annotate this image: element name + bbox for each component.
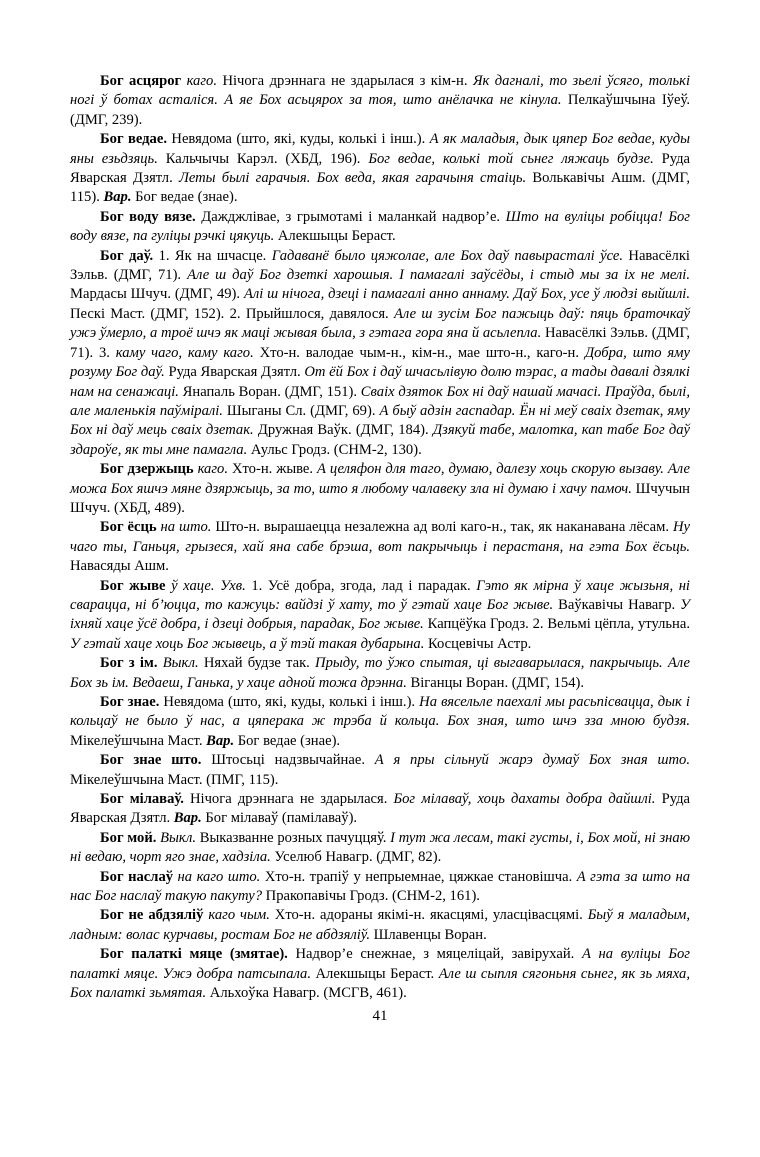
definition-text: Шчучын Шчуч. (ХБД, 489). bbox=[70, 480, 690, 516]
entry-bog-moi bbox=[70, 829, 690, 868]
example-text: Быў я маладым, ладным: волас курчавы, ростам Бог не абдзяліў. bbox=[70, 907, 690, 943]
definition-text: Віганцы Воран. (ДМГ, 154). bbox=[406, 674, 585, 691]
definition-text: Хто-н. трапіў у непрыемнае, цяжкае становішча. bbox=[260, 868, 577, 885]
entry-bog-naslau bbox=[70, 868, 690, 907]
entry-bog-znae bbox=[70, 693, 690, 751]
definition-text: Пракопавічы Гродз. (СНМ-2, 161). bbox=[262, 888, 480, 905]
example-text: А гэта за што на нас Бог наслаў такую пакуту? bbox=[70, 868, 690, 905]
headword: Бог воду вязе. bbox=[100, 208, 196, 225]
headword: Бог мой. bbox=[100, 829, 157, 846]
entry-bog-vodu-viaze bbox=[70, 208, 690, 247]
example-text: Бог мілаваў, хоць дахаты добра дайшлі. bbox=[393, 791, 656, 808]
definition-text: Руда Яварская Дзятл. bbox=[164, 364, 305, 381]
example-text: Сваіх дзяток Бох ні даў нашай мачасі. Праўда, былі, але маленькія паўміралі. bbox=[70, 383, 690, 419]
example-text: Прыду, то ўжо спытая, ці выгаварылася, пакрычыць. Але Бох зь ім. Ведаеш, Ганька, у хаце адной тожа дрэнна. bbox=[70, 655, 690, 691]
example-text: У гэтай хаце хоць Бог жывець, а ў тэй такая дубарына. bbox=[70, 635, 425, 652]
example-text: Леты былі гарачыя. Бох веда, якая гарачыня стаіць. bbox=[178, 170, 527, 187]
headword: Бог дзержыць bbox=[100, 461, 194, 478]
headword: Бог знае. bbox=[100, 694, 160, 710]
example-text: Гэто як мірна ў хаце жызьня, ні сварацца, ні б’юцца, то кажуць: вайдзі ў хату, то ў гэтай хаце Бог жыве. bbox=[70, 577, 690, 613]
definition-text: Альхоўка Навагр. (МСГВ, 461). bbox=[206, 985, 407, 1002]
variant-marker: Вар. bbox=[206, 732, 235, 749]
headword: Бог даў. bbox=[100, 247, 154, 264]
definition-text: Невядома (што, які, куды, колькі і інш.). bbox=[166, 131, 430, 148]
example-text: Ну чаго ты, Ганьця, грызеся, хай яна сабе брэша, вот пакрычыць і перастаня, на гэта Бох ёсьць. bbox=[70, 519, 690, 555]
definition-text: Мікелеўшчына Маст. (ПМГ, 115). bbox=[70, 771, 279, 788]
example-text: Але ш сыпля сягоньня сьнег, як зь мяха, Бох палаткі зьмятая. bbox=[70, 965, 690, 1002]
variant-marker: Вар. bbox=[103, 189, 132, 206]
definition-text: Ваўкавічы Навагр. bbox=[553, 596, 681, 613]
definition-text: Навасёлкі Зэльв. (ДМГ, 71). bbox=[70, 247, 690, 284]
entry-bog-milavau bbox=[70, 790, 690, 829]
definition-text: 1. Усё добра, згода, лад і парадак. bbox=[245, 577, 477, 594]
example-text: каго. bbox=[186, 73, 217, 89]
definition-text: Руда Яварская Дзятл. bbox=[70, 791, 690, 827]
definition-text: Аульс Гродз. (СНМ-2, 130). bbox=[247, 441, 422, 458]
headword: Бог палаткі мяце (змятае). bbox=[100, 946, 288, 963]
headword: Бог ведае. bbox=[100, 131, 167, 148]
definition-text: 1. Як на шчасце. bbox=[153, 247, 272, 264]
definition-text: Што-н. вырашаецца незалежна ад волі каго-н., так, як наканавана лёсам. bbox=[211, 519, 673, 536]
example-text: Але ш зусім Бог пажыць даў: пяць браточкаў ужэ ўмерло, а троё шчэ як маці жывая была, з гэтага гора яна й асьлепла. bbox=[70, 305, 690, 342]
example-text: Выкл. bbox=[162, 655, 199, 672]
variant-marker: Вар. bbox=[173, 810, 202, 827]
entry-bog-dzierzhyc bbox=[70, 460, 690, 518]
definition-text: Бог ведае (знае). bbox=[234, 732, 341, 749]
headword: Бог ёсць bbox=[100, 519, 157, 536]
definition-text: Нічога дрэннага не здарылася. bbox=[183, 791, 394, 808]
definition-text: Хто-н. адораны якімі-н. якасцямі, уласцівасцямі. bbox=[269, 907, 588, 924]
definition-text: Дажджлівае, з грымотамі і маланкай надвор’е. bbox=[195, 208, 506, 225]
definition-text: Шыганы Сл. (ДМГ, 69). bbox=[222, 402, 380, 419]
definition-text: Бог ведае (знае). bbox=[131, 189, 238, 206]
entry-bog-palatki-miace bbox=[70, 945, 690, 1003]
example-text: Выкл. bbox=[160, 829, 197, 846]
example-text: Як дагналі, то зьелі ўсяго, толькі ногі ў ботах асталіся. А яе Бох асьцярох за тоя, што анёлачка не кінула. bbox=[70, 73, 690, 109]
example-text: І тут жа лесам, такі густы, і, Бох мой, ні знаю ні ведаю, чорт яго знае, хадзіла. bbox=[70, 829, 690, 866]
entry-bog-asciarog bbox=[70, 72, 690, 130]
example-text: На вясельле паехалі мы расьпісвацца, дык і кольцаў не было ў нас, а цяперака ж трэба й кольца. Бох зная, што шчэ зза мною будзя. bbox=[70, 694, 690, 730]
example-text: А целяфон для таго, думаю, далезу хоць скорую вызаву. Але можа Бох яшчэ мяне дзяржыць, за то, што я любому чалавеку зла ні думаю і хачу памоч. bbox=[70, 461, 690, 497]
example-text: У іхняй хаце ўсё добра, і дзеці добрыя, парадак, Бог жыве. bbox=[70, 596, 690, 633]
definition-text: Выказванне розных пачуццяў. bbox=[196, 829, 391, 846]
headword: Бог мілаваў. bbox=[100, 791, 184, 808]
definition-text: Няхай будзе так. bbox=[198, 655, 316, 672]
headword: Бог не абдзяліў bbox=[100, 907, 204, 924]
example-text: От ёй Бох і даў шчасьлівую долю тэрас, а тады давалі дзялкі нам на сенажаці. bbox=[70, 364, 690, 400]
definition-text: Навасяды Ашм. bbox=[70, 558, 169, 575]
entry-bog-znae-shto bbox=[70, 751, 690, 790]
definition-text: Янапаль Воран. (ДМГ, 151). bbox=[178, 383, 361, 400]
entry-bog-zhyve bbox=[70, 577, 690, 655]
definition-text: Косцевічы Астр. bbox=[424, 635, 532, 652]
example-text: на што. bbox=[160, 519, 212, 536]
dictionary-page bbox=[70, 72, 690, 1004]
definition-text: Мардасы Шчуч. (ДМГ, 49). bbox=[70, 286, 244, 303]
definition-text: Алекшыцы Бераст. bbox=[310, 965, 439, 982]
entry-bog-ne-abdzialiu bbox=[70, 906, 690, 945]
example-text: Алі ш нічога, дзеці і памагалі анно аннаму. Даў Бох, усе ў людзі выйшлі. bbox=[243, 286, 691, 303]
definition-text: Мікелеўшчына Маст. bbox=[70, 732, 207, 749]
example-text: ў хаце. Ухв. bbox=[171, 577, 246, 594]
definition-text: Невядома (што, які, куды, колькі і інш.). bbox=[159, 694, 420, 710]
definition-text: Навасёлкі Зэльв. (ДМГ, 71). 3. bbox=[70, 325, 690, 361]
example-text: Дзякуй табе, малотка, кап табе Бог даў здароўе, як ты мне памагла. bbox=[70, 422, 690, 458]
definition-text: Дружная Ваўк. (ДМГ, 184). bbox=[253, 422, 433, 439]
headword: Бог асцярог bbox=[100, 73, 182, 89]
example-text: А як маладыя, дык цяпер Бог ведае, куды яны езьдзяць. bbox=[70, 131, 690, 167]
definition-text: Нічога дрэннага не здарылася з кім-н. bbox=[217, 73, 473, 89]
headword: Бог знае што. bbox=[100, 752, 202, 769]
definition-text: Шлавенцы Воран. bbox=[369, 926, 487, 943]
definition-text: Алекшыцы Бераст. bbox=[274, 228, 396, 245]
definition-text: Волькавічы Ашм. (ДМГ, 115). bbox=[70, 170, 690, 206]
entry-bog-vedae bbox=[70, 130, 690, 208]
example-text: Што на вуліцы робіцца! Бог воду вязе, па гуліцы рэчкі цякуць. bbox=[70, 208, 691, 245]
example-text: А быў адзін гаспадар. Ён ні меў сваіх дзетак, яму Бох ні даў мець сваіх дзетак. bbox=[70, 402, 690, 439]
definition-text: Кальчычы Карэл. (ХБД, 196). bbox=[157, 150, 369, 167]
entry-bog-josc bbox=[70, 518, 690, 576]
definition-text: Руда Яварская Дзятл. bbox=[70, 150, 691, 187]
example-text: на каго што. bbox=[177, 868, 261, 885]
definition-text: Пескі Маст. (ДМГ, 152). 2. Прыйшлося, давялося. bbox=[70, 305, 394, 322]
example-text: каго. bbox=[197, 461, 228, 478]
entry-bog-dau bbox=[70, 247, 690, 460]
definition-text: Штосьці надзвычайнае. bbox=[201, 752, 375, 769]
headword: Бог жыве bbox=[100, 577, 166, 594]
page-number: 41 bbox=[372, 1008, 388, 1024]
example-text: Добра, што яму розуму Бог даў. bbox=[70, 344, 690, 381]
definition-text: Хто-н. жыве. bbox=[228, 461, 317, 478]
entry-bog-z-im bbox=[70, 654, 690, 693]
example-text: Але ш даў Бог дзеткі харошыя. І памагалі заўсёды, і стыд мы за іх не мелі. bbox=[187, 267, 690, 284]
example-text: А я пры сільнуй жарэ думаў Бох зная што. bbox=[374, 752, 690, 769]
definition-text: Бог мілаваў (памілаваў). bbox=[201, 810, 358, 827]
definition-text: Уселюб Навагр. (ДМГ, 82). bbox=[270, 849, 442, 866]
headword: Бог з ім. bbox=[100, 655, 158, 672]
definition-text: Хто-н. валодае чым-н., кім-н., мае што-н., каго-н. bbox=[253, 344, 585, 361]
example-text: А на вуліцы Бог палаткі мяце. Ужэ добра патсыпала. bbox=[70, 946, 691, 982]
example-text: Гадаванё было цяжолае, але Бох даў павырасталі ўсе. bbox=[271, 247, 623, 264]
example-text: каму чаго, каму каго. bbox=[115, 344, 254, 361]
definition-text: Капцёўка Гродз. 2. Вельмі цёпла, утульна. bbox=[423, 616, 690, 633]
definition-text: Надвор’е снежнае, з мяцеліцай, завірухай. bbox=[287, 946, 582, 963]
example-text: Бог ведае, колькі той сьнег ляжаць будзе. bbox=[368, 150, 654, 167]
example-text: каго чым. bbox=[208, 907, 270, 924]
headword: Бог наслаў bbox=[100, 868, 174, 885]
definition-text: Пелкаўшчына Іўеў. (ДМГ, 239). bbox=[70, 92, 691, 128]
